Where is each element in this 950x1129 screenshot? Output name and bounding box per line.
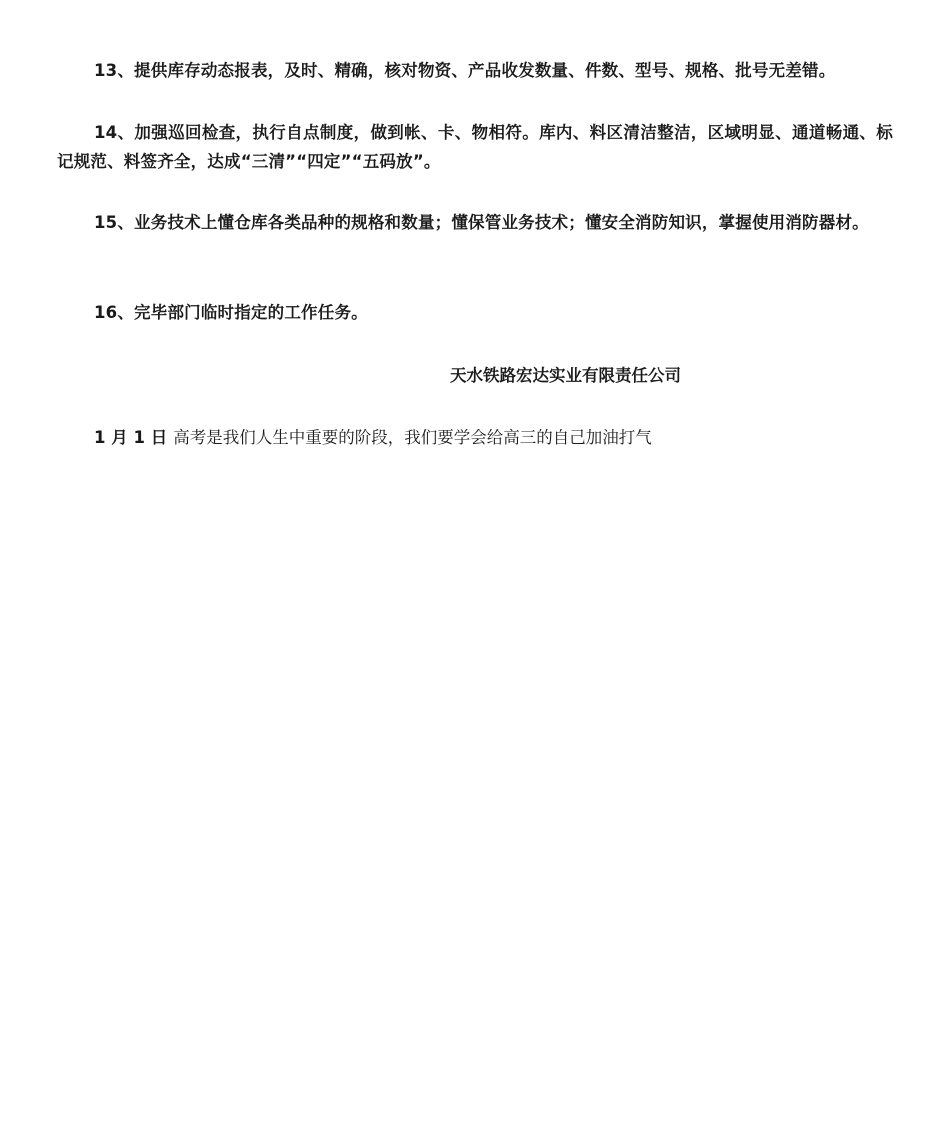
date-text: 1 月 1 日 (94, 428, 168, 447)
note-text: 高考是我们人生中重要的阶段，我们要学会给高三的自己加油打气 (173, 428, 652, 447)
duty-item-14: 14、加强巡回检查，执行自点制度，做到帐、卡、物相符。库内、料区清洁整洁，区域明显、通道畅通、标记规范、料签齐全，达成“三清”“四定”“五码放”。 (57, 123, 893, 171)
date-line (94, 423, 652, 452)
duty-item-13: 13、提供库存动态报表，及时、精确，核对物资、产品收发数量、件数、型号、规格、批号无差错。 (94, 61, 836, 80)
duty-item-16: 16、完毕部门临时指定的工作任务。 (94, 303, 368, 322)
company-signature: 天水铁路宏达实业有限责任公司 (450, 366, 681, 385)
duty-item-15: 15、业务技术上懂仓库各类品种的规格和数量；懂保管业务技术；懂安全消防知识，掌握使用消防器材。 (94, 213, 869, 232)
